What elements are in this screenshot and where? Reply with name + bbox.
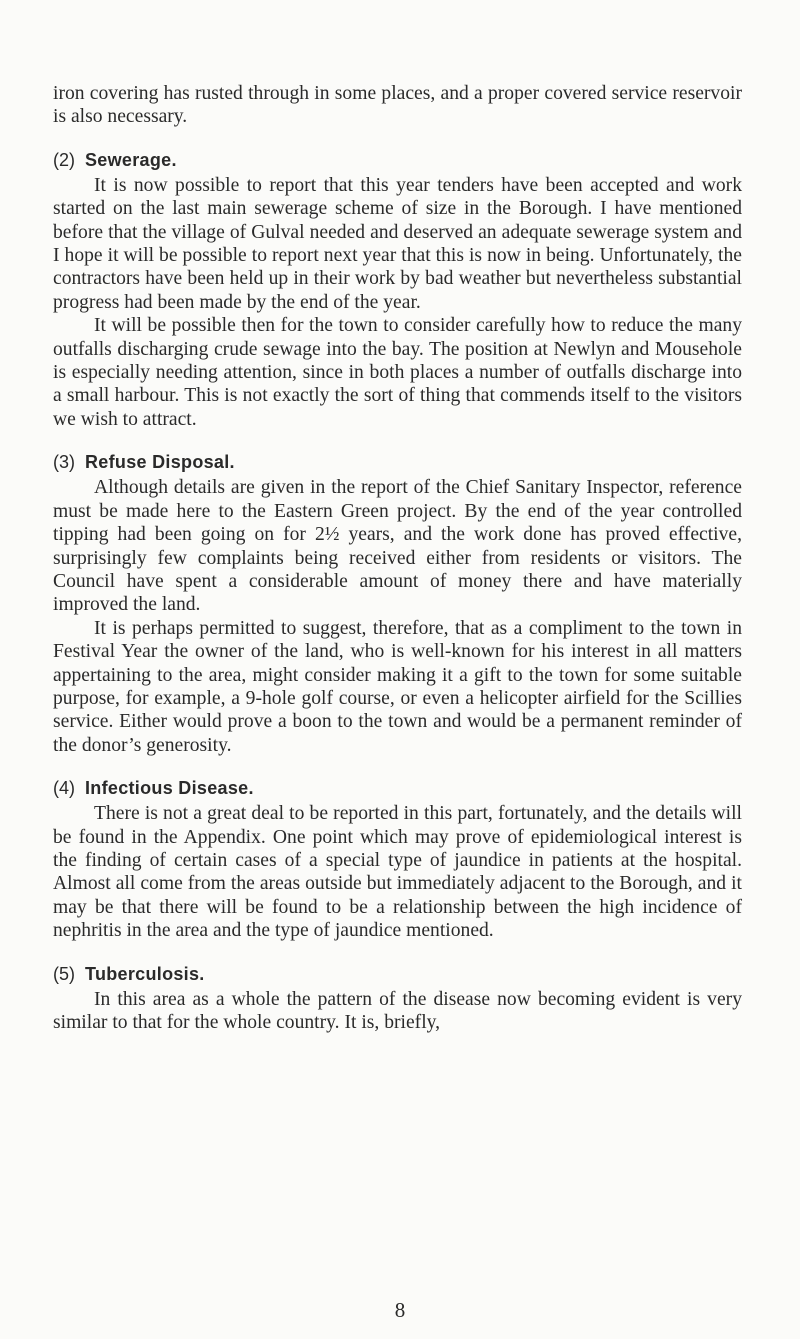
- heading-title: Infectious Disease.: [85, 778, 254, 799]
- heading-number: (4): [53, 778, 75, 799]
- page-number: 8: [394, 1298, 406, 1322]
- heading-infectious-disease: [53, 776, 742, 800]
- body-text: [53, 82, 742, 1034]
- sewerage-paragraph-1: It is now possible to report that this year tenders have been accepted and work started on the last main sewerage scheme of size in the Borough. I have mentioned before that the village of Gulval needed and deserved an adequate sewerage system and I hope it will be possible to report next year that this is now in being. Unfortunately, the contractors have been held up in their work by bad weather but nevertheless substantial progress had been made by the end of the year.: [53, 174, 742, 313]
- heading-sewerage: [53, 148, 742, 172]
- sewerage-paragraph-2: It will be possible then for the town to consider carefully how to reduce the many outfalls discharging crude sewage into the bay. The position at Newlyn and Mousehole is especially needing attention, since in both places a number of outfalls discharge into a small harbour. This is not exactly the sort of thing that commends itself to the visitors we wish to attract.: [53, 315, 742, 430]
- heading-title: Refuse Disposal.: [85, 452, 235, 473]
- heading-tuberculosis: [53, 962, 742, 986]
- heading-number: (3): [53, 452, 75, 473]
- heading-number: (5): [53, 963, 75, 984]
- heading-title: Sewerage.: [85, 149, 177, 170]
- infectious-paragraph-1: There is not a great deal to be reported in this part, fortunately, and the details will be found in the Appendix. One point which may prove of epidemiological interest is the finding of certain cases of a special type of jaundice in patients at the hospital. Almost all come from the areas outside but immediately adjacent to the Borough, and it may be that there will be found to be a relationship between the high incidence of nephritis in the area and the type of jaundice mentioned.: [53, 803, 742, 942]
- intro-paragraph: iron covering has rusted through in some places, and a proper covered service reservoir is also necessary.: [53, 83, 742, 128]
- heading-title: Tuberculosis.: [85, 963, 205, 984]
- heading-refuse-disposal: [53, 450, 742, 474]
- refuse-paragraph-1: Although details are given in the report of the Chief Sanitary Inspector, reference must be made here to the Eastern Green project. By the end of the year controlled tipping had been going on for 2½ years, and the work done has proved effective, surprisingly few complaints being received either from residents or visitors. The Council have spent a considerable amount of money there and have materially improved the land.: [53, 477, 742, 616]
- heading-number: (2): [53, 149, 75, 170]
- refuse-paragraph-2: It is perhaps permitted to suggest, therefore, that as a compliment to the town in Festival Year the owner of the land, who is well-known for his interest in all matters appertaining to the area, might consider making it a gift to the town for some suitable purpose, for example, a 9-hole golf course, or even a helicopter airfield for the Scillies service. Either would prove a boon to the town and would be a permanent reminder of the donor’s generosity.: [53, 617, 742, 756]
- tuberculosis-paragraph-1: In this area as a whole the pattern of the disease now becoming evident is very similar to that for the whole country. It is, briefly,: [53, 988, 742, 1033]
